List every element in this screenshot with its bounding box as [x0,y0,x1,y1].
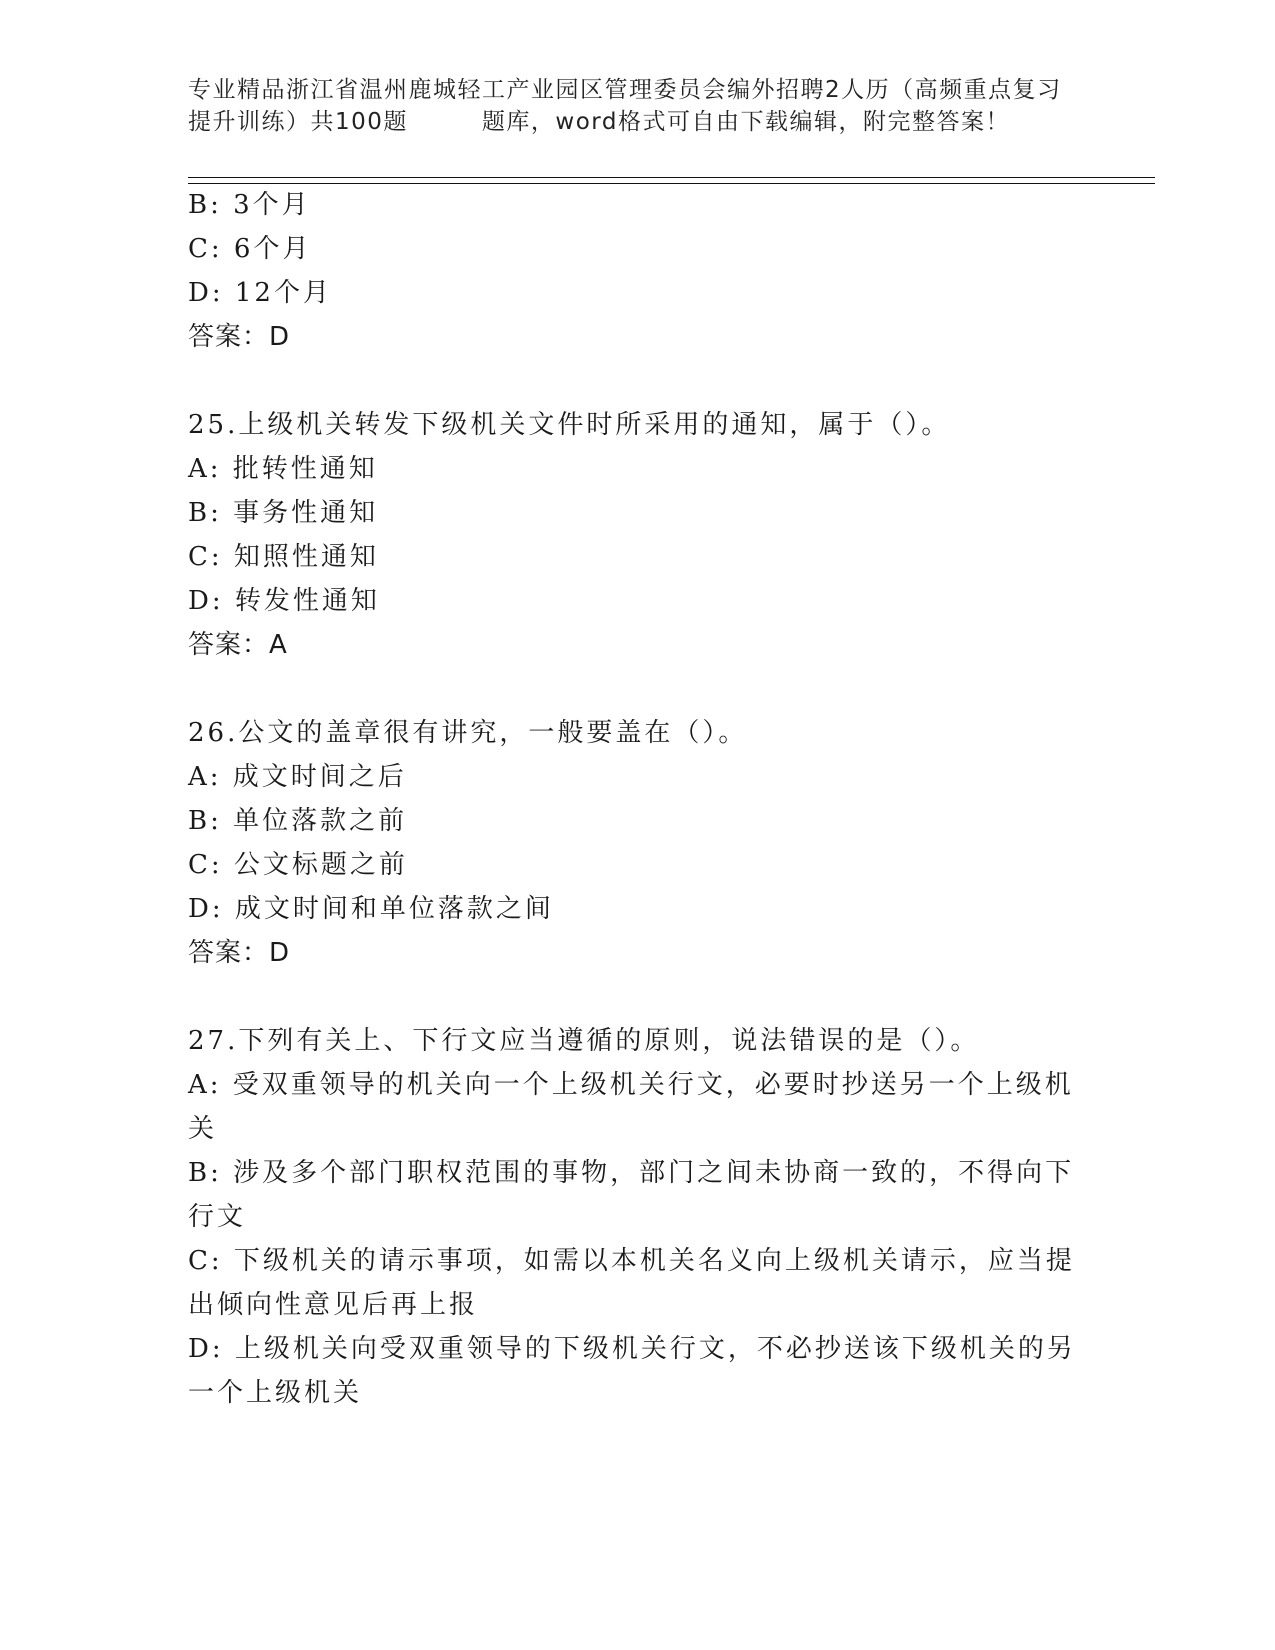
header-title-line-2 [188,106,1088,138]
document-header [188,74,1088,138]
q27-option-b-line-2: 行文 [188,1202,247,1232]
q27-question: 27.下列有关上、下行文应当遵循的原则，说法错误的是（）。 [188,1026,980,1056]
q26-option-b: B: 单位落款之前 [188,806,408,836]
q25-option-a: A: 批转性通知 [188,454,378,484]
header-title-line-2-left: 提升训练）共100题 [188,109,408,135]
q26-question: 26.公文的盖章很有讲究，一般要盖在（）。 [188,718,748,748]
header-divider-bottom [188,183,1155,184]
q26-option-d: D: 成文时间和单位落款之间 [188,894,554,924]
q25-option-b: B: 事务性通知 [188,498,379,528]
q27-option-a-line-2: 关 [188,1114,218,1144]
header-divider-top [188,177,1155,178]
q26-option-a: A: 成文时间之后 [188,762,407,792]
q27-option-c-line-2: 出倾向性意见后再上报 [188,1290,479,1320]
q24-option-c: C: 6个月 [188,234,312,264]
header-title-line-2-right: 题库，word格式可自由下载编辑，附完整答案！ [481,109,1010,135]
q27-option-a-line-1: A: 受双重领导的机关向一个上级机关行文，必要时抄送另一个上级机 [188,1070,1074,1100]
q27-option-b-line-1: B: 涉及多个部门职权范围的事物，部门之间未协商一致的，不得向下 [188,1158,1075,1188]
q27-option-c-line-1: C: 下级机关的请示事项，如需以本机关名义向上级机关请示，应当提 [188,1246,1075,1276]
q24-answer: 答案：D [188,322,291,352]
q27-option-d-line-1: D: 上级机关向受双重领导的下级机关行文，不必抄送该下级机关的另 [188,1334,1076,1364]
q25-option-d: D: 转发性通知 [188,586,380,616]
q24-option-d: D: 12个月 [188,278,332,308]
header-title-line-1: 专业精品浙江省温州鹿城轻工产业园区管理委员会编外招聘2人历（高频重点复习 [188,77,1062,103]
q26-answer: 答案：D [188,938,291,968]
q25-answer: 答案：A [188,630,288,660]
q27-option-d-line-2: 一个上级机关 [188,1378,363,1408]
q25-question: 25.上级机关转发下级机关文件时所采用的通知，属于（）。 [188,410,951,440]
q25-option-c: C: 知照性通知 [188,542,379,572]
q24-option-b: B: 3个月 [188,190,311,220]
q26-option-c: C: 公文标题之前 [188,850,408,880]
